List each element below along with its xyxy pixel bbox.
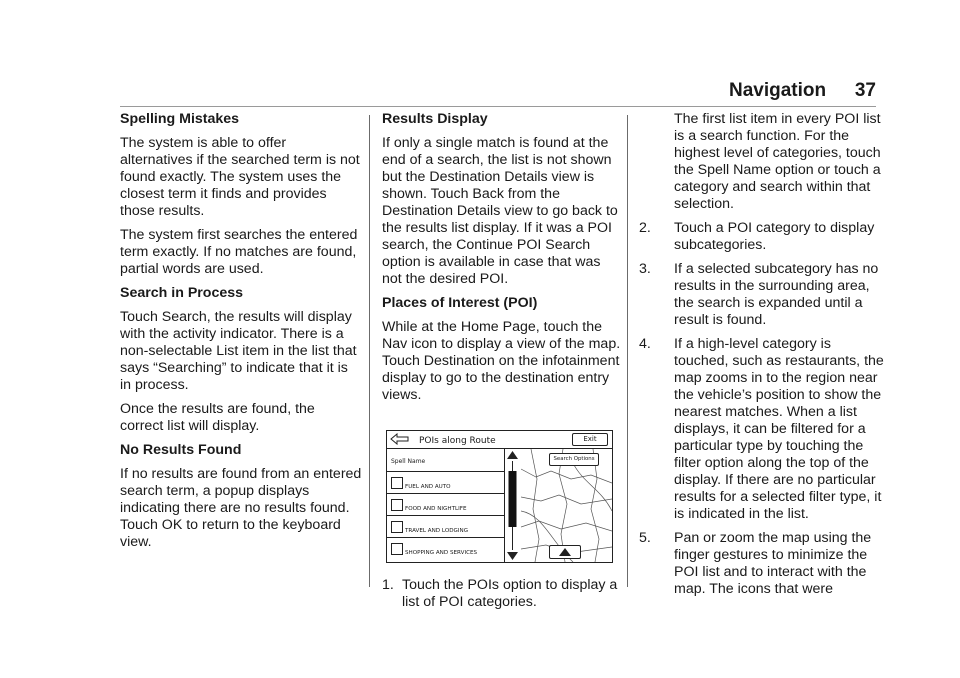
header-rule <box>120 106 876 107</box>
checkbox <box>391 499 403 511</box>
paragraph: If no results are found from an entered search term, a popup displays indicating there are no results found. Touch OK to return to the keyboard view. <box>120 466 362 550</box>
paragraph: The system is able to offer alternatives if the searched term is not found exactly. The system uses the closest term it finds and provides those results. <box>120 135 360 219</box>
step-item <box>639 261 884 329</box>
step-text: Pan or zoom the map using the finger gestures to minimize the POI list and to interact with the map. The icons that were <box>674 530 872 597</box>
step-item <box>382 577 622 611</box>
scroll-up-arrow-icon <box>507 451 518 459</box>
paragraph: The system first searches the entered term exactly. If no matches are found, partial words are used. <box>120 227 358 277</box>
step-number: 1. <box>382 577 394 593</box>
poi-category-list <box>387 449 505 562</box>
heading-search-in-process: Search in Process <box>120 285 244 301</box>
exit-button: Exit <box>572 433 608 446</box>
list-item <box>387 493 504 516</box>
poi-screen-figure <box>386 430 613 563</box>
back-arrow-icon <box>390 433 410 445</box>
page-header <box>729 80 876 104</box>
steps-list <box>639 220 884 598</box>
column-2 <box>382 111 622 618</box>
map-up-button <box>549 545 581 559</box>
column-divider <box>369 115 370 587</box>
step-text: Touch a POI category to display subcategories. <box>674 220 875 253</box>
step-text: If a selected subcategory has no results in the surrounding area, the search is expanded until a result is found. <box>674 261 879 328</box>
step-text: Touch the POIs option to display a list of POI categories. <box>402 577 618 610</box>
step-item <box>639 220 884 254</box>
page-number: 37 <box>854 80 876 101</box>
screen-top-bar <box>387 431 612 449</box>
list-item-label: TRAVEL AND LODGING <box>405 528 469 534</box>
list-item <box>387 515 504 538</box>
heading-places-of-interest: Places of Interest (POI) <box>382 295 538 311</box>
scroll-thumb <box>509 471 517 527</box>
screen-title: POIs along Route <box>419 436 496 446</box>
step-item <box>639 336 884 523</box>
list-item-label: FUEL AND AUTO <box>405 484 451 490</box>
up-arrow-icon <box>550 546 580 558</box>
paragraph: The first list item in every POI list is a search function. For the highest level of categories, touch the Spell Name option or touch a category and search within that selection. <box>674 111 881 212</box>
list-item-label: SHOPPING AND SERVICES <box>405 550 478 556</box>
steps-list <box>382 577 622 611</box>
heading-results-display: Results Display <box>382 111 488 127</box>
checkbox <box>391 543 403 555</box>
column-1 <box>120 111 362 558</box>
section-title: Navigation <box>729 80 827 101</box>
step-item <box>639 530 884 598</box>
paragraph: Once the results are found, the correct list will display. <box>120 401 315 434</box>
paragraph: If only a single match is found at the end of a search, the list is not shown but the Destination Details view is shown. Touch Back from the Destination Details view to go back to the results list display. If it was a POI search, the Continue POI Search option is available in case that was not the desired POI. <box>382 135 618 287</box>
heading-no-results-found: No Results Found <box>120 442 242 458</box>
step-text: If a high-level category is touched, such as restaurants, the map zooms in to the region near the vehicle’s position to show the nearest matches. When a list displays, it can be filtered for a particular type by touching the filter option along the top of the display. If there are no particular results for a selected filter type, it is indicated in the list. <box>674 336 884 522</box>
checkbox <box>391 477 403 489</box>
step-number: 2. <box>639 220 651 236</box>
search-options-button: Search Options <box>549 453 599 466</box>
scroll-down-arrow-icon <box>507 552 518 560</box>
checkbox <box>391 521 403 533</box>
list-item-label: FOOD AND NIGHTLIFE <box>405 506 467 512</box>
heading-spelling-mistakes: Spelling Mistakes <box>120 111 240 127</box>
list-scrollbar <box>505 449 520 562</box>
step-number: 5. <box>639 530 651 546</box>
column-3 <box>639 111 884 605</box>
step-number: 3. <box>639 261 651 277</box>
step-number: 4. <box>639 336 651 352</box>
list-item <box>387 471 504 494</box>
spell-name-item: Spell Name <box>391 458 426 465</box>
column-divider <box>627 115 628 587</box>
list-item <box>387 537 504 560</box>
paragraph: While at the Home Page, touch the Nav icon to display a view of the map. Touch Destination on the infotainment display to go to the destination entry views. <box>382 319 621 403</box>
paragraph: Touch Search, the results will display with the activity indicator. There is a non-selectable List item in the list that says “Searching” to indicate that it is in process. <box>120 309 357 393</box>
